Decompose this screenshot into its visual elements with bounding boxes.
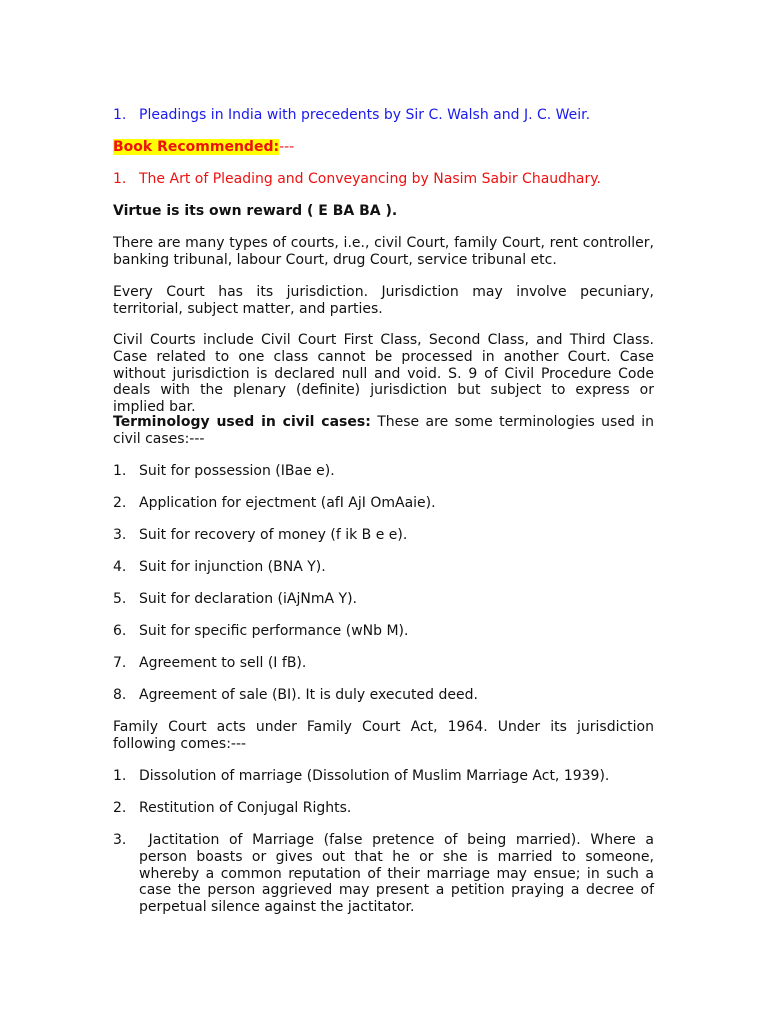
list-text: Suit for possession (IBae e).: [139, 463, 335, 479]
list-number: 2.: [113, 495, 127, 511]
list-number: 1.: [113, 171, 127, 187]
list-number: 2.: [113, 800, 127, 816]
virtue-heading: Virtue is its own reward ( E BA BA ).: [113, 203, 398, 219]
list-text: Pleadings in India with precedents by Sir C. Walsh and J. C. Weir.: [139, 107, 591, 123]
list-number: 7.: [113, 655, 127, 671]
list-text: Suit for injunction (BNA Y).: [139, 559, 326, 575]
list-number: 3.: [113, 832, 127, 848]
list-text: Agreement of sale (BI). It is duly executed deed.: [139, 687, 478, 703]
list-text: Suit for recovery of money (f ik B e e).: [139, 527, 408, 543]
list-number: 6.: [113, 623, 127, 639]
list-text: Agreement to sell (I fB).: [139, 655, 307, 671]
list-number: 1.: [113, 107, 127, 123]
list-number: 1.: [113, 463, 127, 479]
terminology-label: Terminology used in civil cases:: [113, 414, 371, 430]
book-recommended-heading: [113, 139, 654, 156]
terminology-text: These are some terminologies used in civil cases:---: [113, 414, 655, 447]
list-text: Suit for specific performance (wNb M).: [139, 623, 409, 639]
paragraph-jurisdiction: Every Court has its jurisdiction. Jurisdiction may involve pecuniary, territorial, subject matter, and parties.: [113, 284, 654, 317]
list-number: 3.: [113, 527, 127, 543]
list-number: 8.: [113, 687, 127, 703]
paragraph-civil-courts: Civil Courts include Civil Court First Class, Second Class, and Third Class. Case related to one class cannot be processed in another Court. Case without jurisdiction is declared null and void. S. 9 of Civil Procedure Code deals with the plenary (definite) jurisdiction but subject to express or implied bar.: [113, 332, 654, 416]
paragraph-terminology: [113, 414, 654, 448]
list-text: Restitution of Conjugal Rights.: [139, 800, 352, 816]
list-text: Suit for declaration (iAjNmA Y).: [139, 591, 357, 607]
list-text: The Art of Pleading and Conveyancing by Nasim Sabir Chaudhary.: [139, 171, 601, 187]
list-number: 4.: [113, 559, 127, 575]
paragraph-family-court: Family Court acts under Family Court Act, 1964. Under its jurisdiction following comes:---: [113, 719, 654, 752]
list-number: 5.: [113, 591, 127, 607]
list-text: Dissolution of marriage (Dissolution of Muslim Marriage Act, 1939).: [139, 768, 610, 784]
book-recommended-suffix: ---: [279, 139, 295, 155]
book-recommended-label: Book Recommended:: [113, 139, 280, 155]
list-text: Jactitation of Marriage (false pretence of being married). Where a person boasts or gives out that he or she is married to someone, whereby a common reputation of their marriage may ensue; in such a case the person aggrieved may present a petition praying a decree of perpetual silence against the jactitator.: [139, 832, 659, 916]
paragraph-courts: There are many types of courts, i.e., civil Court, family Court, rent controller, banking tribunal, labour Court, drug Court, service tribunal etc.: [113, 235, 654, 268]
list-number: 1.: [113, 768, 127, 784]
list-text: Application for ejectment (afI AjI OmAaie).: [139, 495, 436, 511]
